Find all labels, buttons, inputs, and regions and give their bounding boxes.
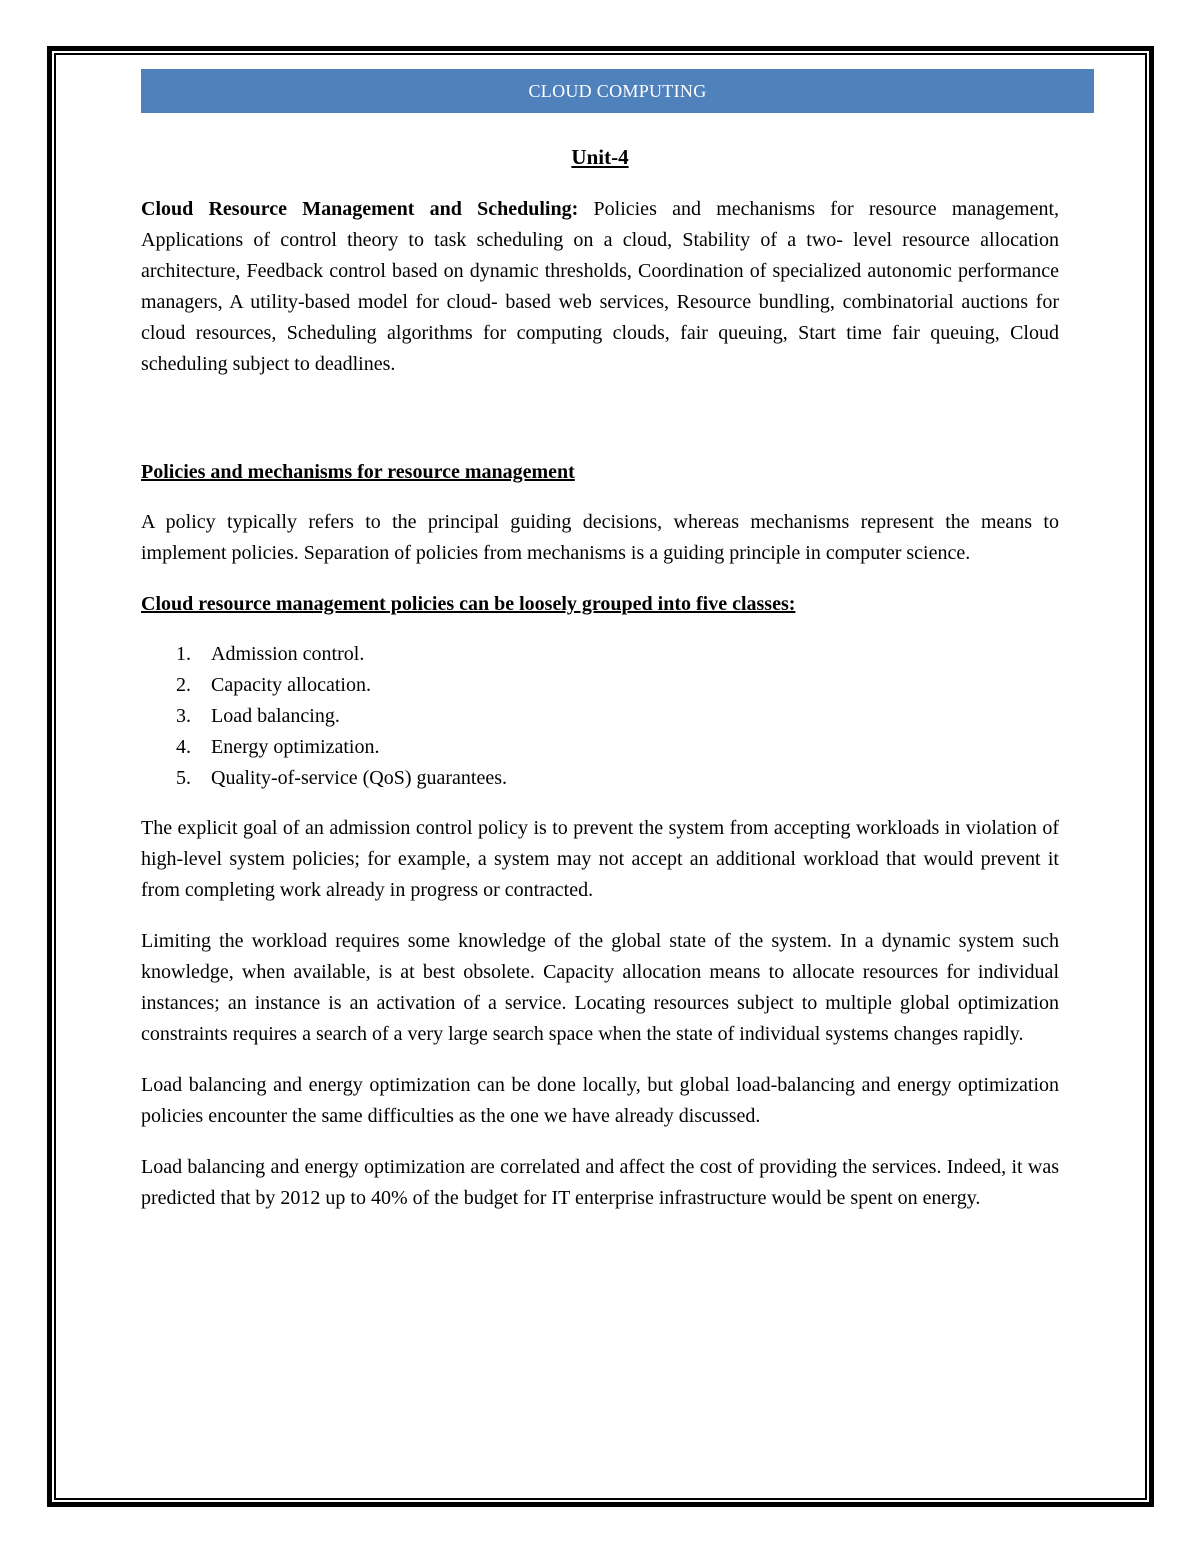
- policy-classes-list: [141, 639, 1059, 794]
- list-number: 1.: [176, 643, 191, 665]
- list-text: Capacity allocation.: [211, 674, 371, 696]
- section-heading-classes: Cloud resource management policies can be loosely grouped into five classes:: [141, 593, 796, 615]
- unit-title: Unit-4: [571, 145, 629, 169]
- list-number: 5.: [176, 767, 191, 789]
- document-body: [141, 142, 1059, 1234]
- paragraph-capacity-allocation: Limiting the workload requires some knowledge of the global state of the system. In a dynamic system such knowledge, when available, is at best obsolete. Capacity allocation means to allocate resources for individual instances; an instance is an activation of a service. Locating resources subject to multiple global optimization constraints requires a search of a very large search space when the state of individual systems changes rapidly.: [141, 930, 1059, 1045]
- list-text: Admission control.: [211, 643, 365, 665]
- list-number: 2.: [176, 674, 191, 696]
- paragraph-energy-cost: Load balancing and energy optimization are correlated and affect the cost of providing the services. Indeed, it was predicted that by 2012 up to 40% of the budget for IT enterprise infrastructure would be spent on energy.: [141, 1156, 1059, 1209]
- list-number: 4.: [176, 736, 191, 758]
- paragraph-admission-control: The explicit goal of an admission control policy is to prevent the system from accepting workloads in violation of high-level system policies; for example, a system may not accept an additional workload that would prevent it from completing work already in progress or contracted.: [141, 817, 1059, 901]
- header-title: CLOUD COMPUTING: [528, 81, 707, 101]
- syllabus-text: Policies and mechanisms for resource management, Applications of control theory to task scheduling on a cloud, Stability of a two- level resource allocation architecture, Feedback control based on dynamic thresholds, Coordination of specialized autonomic performance managers, A utility-based model for cloud- based web services, Resource bundling, combinatorial auctions for cloud resources, Scheduling algorithms for computing clouds, fair queuing, Start time fair queuing, Cloud scheduling subject to deadlines.: [141, 198, 1060, 375]
- syllabus-label: Cloud Resource Management and Scheduling:: [141, 198, 579, 220]
- list-text: Energy optimization.: [211, 736, 380, 758]
- list-item: [141, 701, 1059, 732]
- header-band: [141, 69, 1094, 113]
- list-text: Quality-of-service (QoS) guarantees.: [211, 767, 507, 789]
- list-item: [141, 639, 1059, 670]
- list-text: Load balancing.: [211, 705, 340, 727]
- syllabus-paragraph: [141, 194, 1059, 380]
- section-heading-policies: Policies and mechanisms for resource management: [141, 461, 575, 483]
- list-item: [141, 670, 1059, 701]
- policy-intro-paragraph: A policy typically refers to the principal guiding decisions, whereas mechanisms represent the means to implement policies. Separation of policies from mechanisms is a guiding principle in computer science.: [141, 511, 1059, 564]
- list-item: [141, 732, 1059, 763]
- list-item: [141, 763, 1059, 794]
- paragraph-load-balancing: Load balancing and energy optimization can be done locally, but global load-balancing and energy optimization policies encounter the same difficulties as the one we have already discussed.: [141, 1074, 1059, 1127]
- list-number: 3.: [176, 705, 191, 727]
